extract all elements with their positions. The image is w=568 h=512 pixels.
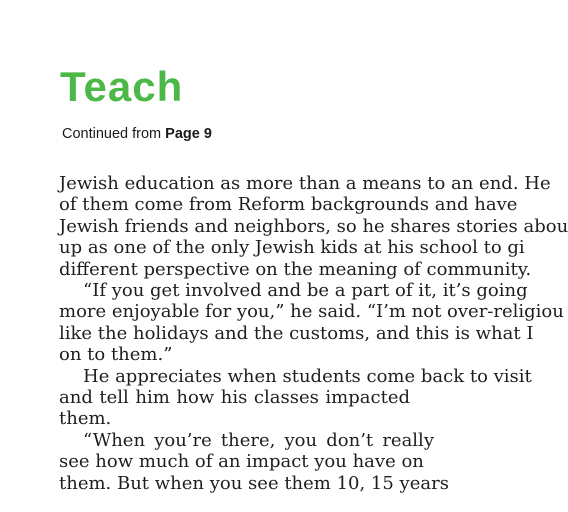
body-line: up as one of the only Jewish kids at his school to gi — [59, 237, 525, 259]
body-line: see how much of an impact you have on — [59, 451, 424, 473]
body-line: and tell him how his classes impacted — [59, 386, 410, 408]
body-line: He appreciates when students come back to visit — [83, 365, 532, 387]
continued-from-label: Continued from — [62, 126, 162, 142]
body-line: on to them.” — [59, 344, 173, 366]
article-headline — [60, 63, 184, 110]
body-line: of them come from Reform backgrounds and have — [59, 194, 518, 216]
continued-page-link[interactable]: Page 9 — [165, 126, 212, 142]
body-line: them. — [59, 408, 112, 430]
body-line: Jewish friends and neighbors, so he shares stories abou — [59, 215, 568, 237]
body-line: like the holidays and the customs, and this is what I — [59, 322, 534, 344]
body-line: Jewish education as more than a means to an end. He — [59, 173, 551, 194]
body-line: “If you get involved and be a part of it, it’s going — [83, 280, 528, 301]
body-line: more enjoyable for you,” he said. “I’m not over-religiou — [59, 301, 564, 323]
paragraph-1 — [59, 173, 568, 280]
body-line: “When you’re there, you don’t really — [83, 429, 434, 451]
paragraph-2 — [59, 280, 564, 366]
body-line: different perspective on the meaning of community. — [59, 258, 532, 280]
paragraph-3 — [59, 366, 532, 430]
body-line: them. But when you see them 10, 15 years — [59, 472, 449, 494]
headline-text: Teach — [60, 63, 184, 110]
continuation-note — [62, 127, 212, 142]
paragraph-4 — [59, 429, 449, 494]
